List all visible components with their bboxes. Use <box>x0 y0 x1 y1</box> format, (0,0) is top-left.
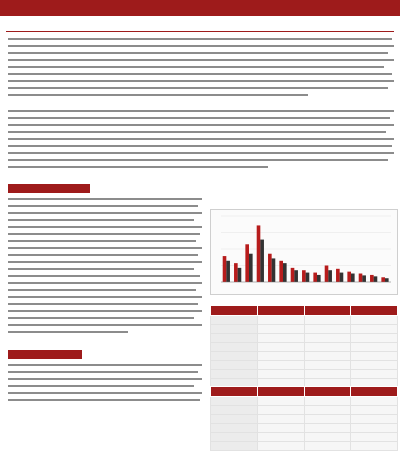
bar-series2-6 <box>283 263 287 282</box>
table1-cell <box>257 334 304 343</box>
table1-header-row <box>211 306 398 316</box>
bar-series1-7 <box>291 268 295 282</box>
table2-cell <box>257 442 304 451</box>
table1-row <box>211 316 398 325</box>
bar-series2-15 <box>385 278 389 282</box>
bar-series2-13 <box>362 275 366 282</box>
table2-cell <box>304 433 351 442</box>
section3-body <box>8 364 202 406</box>
table1-cell <box>351 370 398 379</box>
report-header <box>0 0 400 16</box>
table2-cell <box>211 406 258 415</box>
table1-cell <box>211 325 258 334</box>
table1-cell <box>304 334 351 343</box>
table1 <box>210 305 398 397</box>
table1-cell <box>351 325 398 334</box>
section2-heading <box>8 184 90 193</box>
table2-cell <box>257 415 304 424</box>
table1-cell <box>304 352 351 361</box>
table1-cell <box>304 316 351 325</box>
table1-cell <box>351 334 398 343</box>
bar-series1-4 <box>257 225 261 282</box>
table1-cell <box>211 316 258 325</box>
table1-row <box>211 370 398 379</box>
bar-series2-9 <box>317 275 321 282</box>
table1-cell <box>211 343 258 352</box>
table2-cell <box>211 433 258 442</box>
table1-cell <box>211 334 258 343</box>
bar-series2-3 <box>249 254 253 282</box>
bar-series2-11 <box>340 273 344 282</box>
table1-cell <box>257 352 304 361</box>
table1-row <box>211 325 398 334</box>
table1-cell <box>304 343 351 352</box>
second-paragraph <box>8 110 394 173</box>
table1-cell <box>257 316 304 325</box>
table1-header-cell <box>351 306 398 316</box>
bar-series2-8 <box>306 273 310 282</box>
table2-cell <box>351 406 398 415</box>
table2-cell <box>257 433 304 442</box>
bar-series2-10 <box>328 270 332 282</box>
bar-series1-6 <box>279 261 283 282</box>
table1-cell <box>351 361 398 370</box>
table2-header-cell <box>211 387 258 397</box>
table1-cell <box>257 361 304 370</box>
bar-series1-5 <box>268 254 272 282</box>
bar-series1-13 <box>359 274 363 282</box>
bar-series2-1 <box>226 261 230 282</box>
table2-cell <box>304 442 351 451</box>
table2-cell <box>304 406 351 415</box>
table2-cell <box>257 424 304 433</box>
table2-row <box>211 397 398 406</box>
table2-header-cell <box>257 387 304 397</box>
chart-panel <box>210 209 398 295</box>
bar-series1-2 <box>234 263 238 282</box>
table2-cell <box>304 424 351 433</box>
bar-series2-2 <box>238 268 242 282</box>
bar-series1-14 <box>370 275 374 282</box>
table1-cell <box>257 370 304 379</box>
table2-row <box>211 415 398 424</box>
table2 <box>210 386 398 451</box>
table2-cell <box>351 442 398 451</box>
bar-series1-8 <box>302 270 306 282</box>
bar-series2-12 <box>351 274 355 282</box>
table2-row <box>211 442 398 451</box>
table1-cell <box>211 352 258 361</box>
table1-cell <box>211 361 258 370</box>
bar-series1-10 <box>325 266 329 283</box>
table2-cell <box>211 424 258 433</box>
table2-row <box>211 424 398 433</box>
lead-paragraph <box>8 38 394 101</box>
bar-series2-5 <box>272 258 276 282</box>
bar-series1-15 <box>381 277 385 282</box>
table2-header-cell <box>351 387 398 397</box>
table2-header-cell <box>304 387 351 397</box>
bar-series1-11 <box>336 269 340 282</box>
table2-cell <box>257 397 304 406</box>
table2-cell <box>304 397 351 406</box>
table2-row <box>211 406 398 415</box>
table1-cell <box>257 343 304 352</box>
bar-series2-4 <box>260 240 264 282</box>
table1-row <box>211 361 398 370</box>
table1-row <box>211 352 398 361</box>
bar-series2-14 <box>374 276 378 282</box>
bar-series2-7 <box>294 270 298 282</box>
section3-heading <box>8 350 82 359</box>
table2-cell <box>304 415 351 424</box>
table2-cell <box>211 415 258 424</box>
table2-cell <box>351 424 398 433</box>
table2-cell <box>351 433 398 442</box>
table1-row <box>211 334 398 343</box>
table1-cell <box>351 352 398 361</box>
table1-cell <box>304 325 351 334</box>
table1-header-cell <box>257 306 304 316</box>
table1-cell <box>351 316 398 325</box>
table1-cell <box>304 361 351 370</box>
table2-header-row <box>211 387 398 397</box>
table2-cell <box>211 442 258 451</box>
table1-cell <box>211 370 258 379</box>
table2-cell <box>257 406 304 415</box>
table2-cell <box>351 397 398 406</box>
bar-series1-1 <box>223 256 227 282</box>
table1-header-cell <box>211 306 258 316</box>
bar-series1-12 <box>347 272 351 282</box>
bar-series1-9 <box>313 273 317 282</box>
section2-body <box>8 198 202 338</box>
bar-series1-3 <box>245 244 249 282</box>
table1-cell <box>351 343 398 352</box>
bar-chart <box>211 210 397 294</box>
table1-row <box>211 343 398 352</box>
table1-header-cell <box>304 306 351 316</box>
title-rule <box>6 31 394 32</box>
table2-cell <box>351 415 398 424</box>
table1-cell <box>304 370 351 379</box>
table1-cell <box>257 325 304 334</box>
table2-cell <box>211 397 258 406</box>
table2-row <box>211 433 398 442</box>
